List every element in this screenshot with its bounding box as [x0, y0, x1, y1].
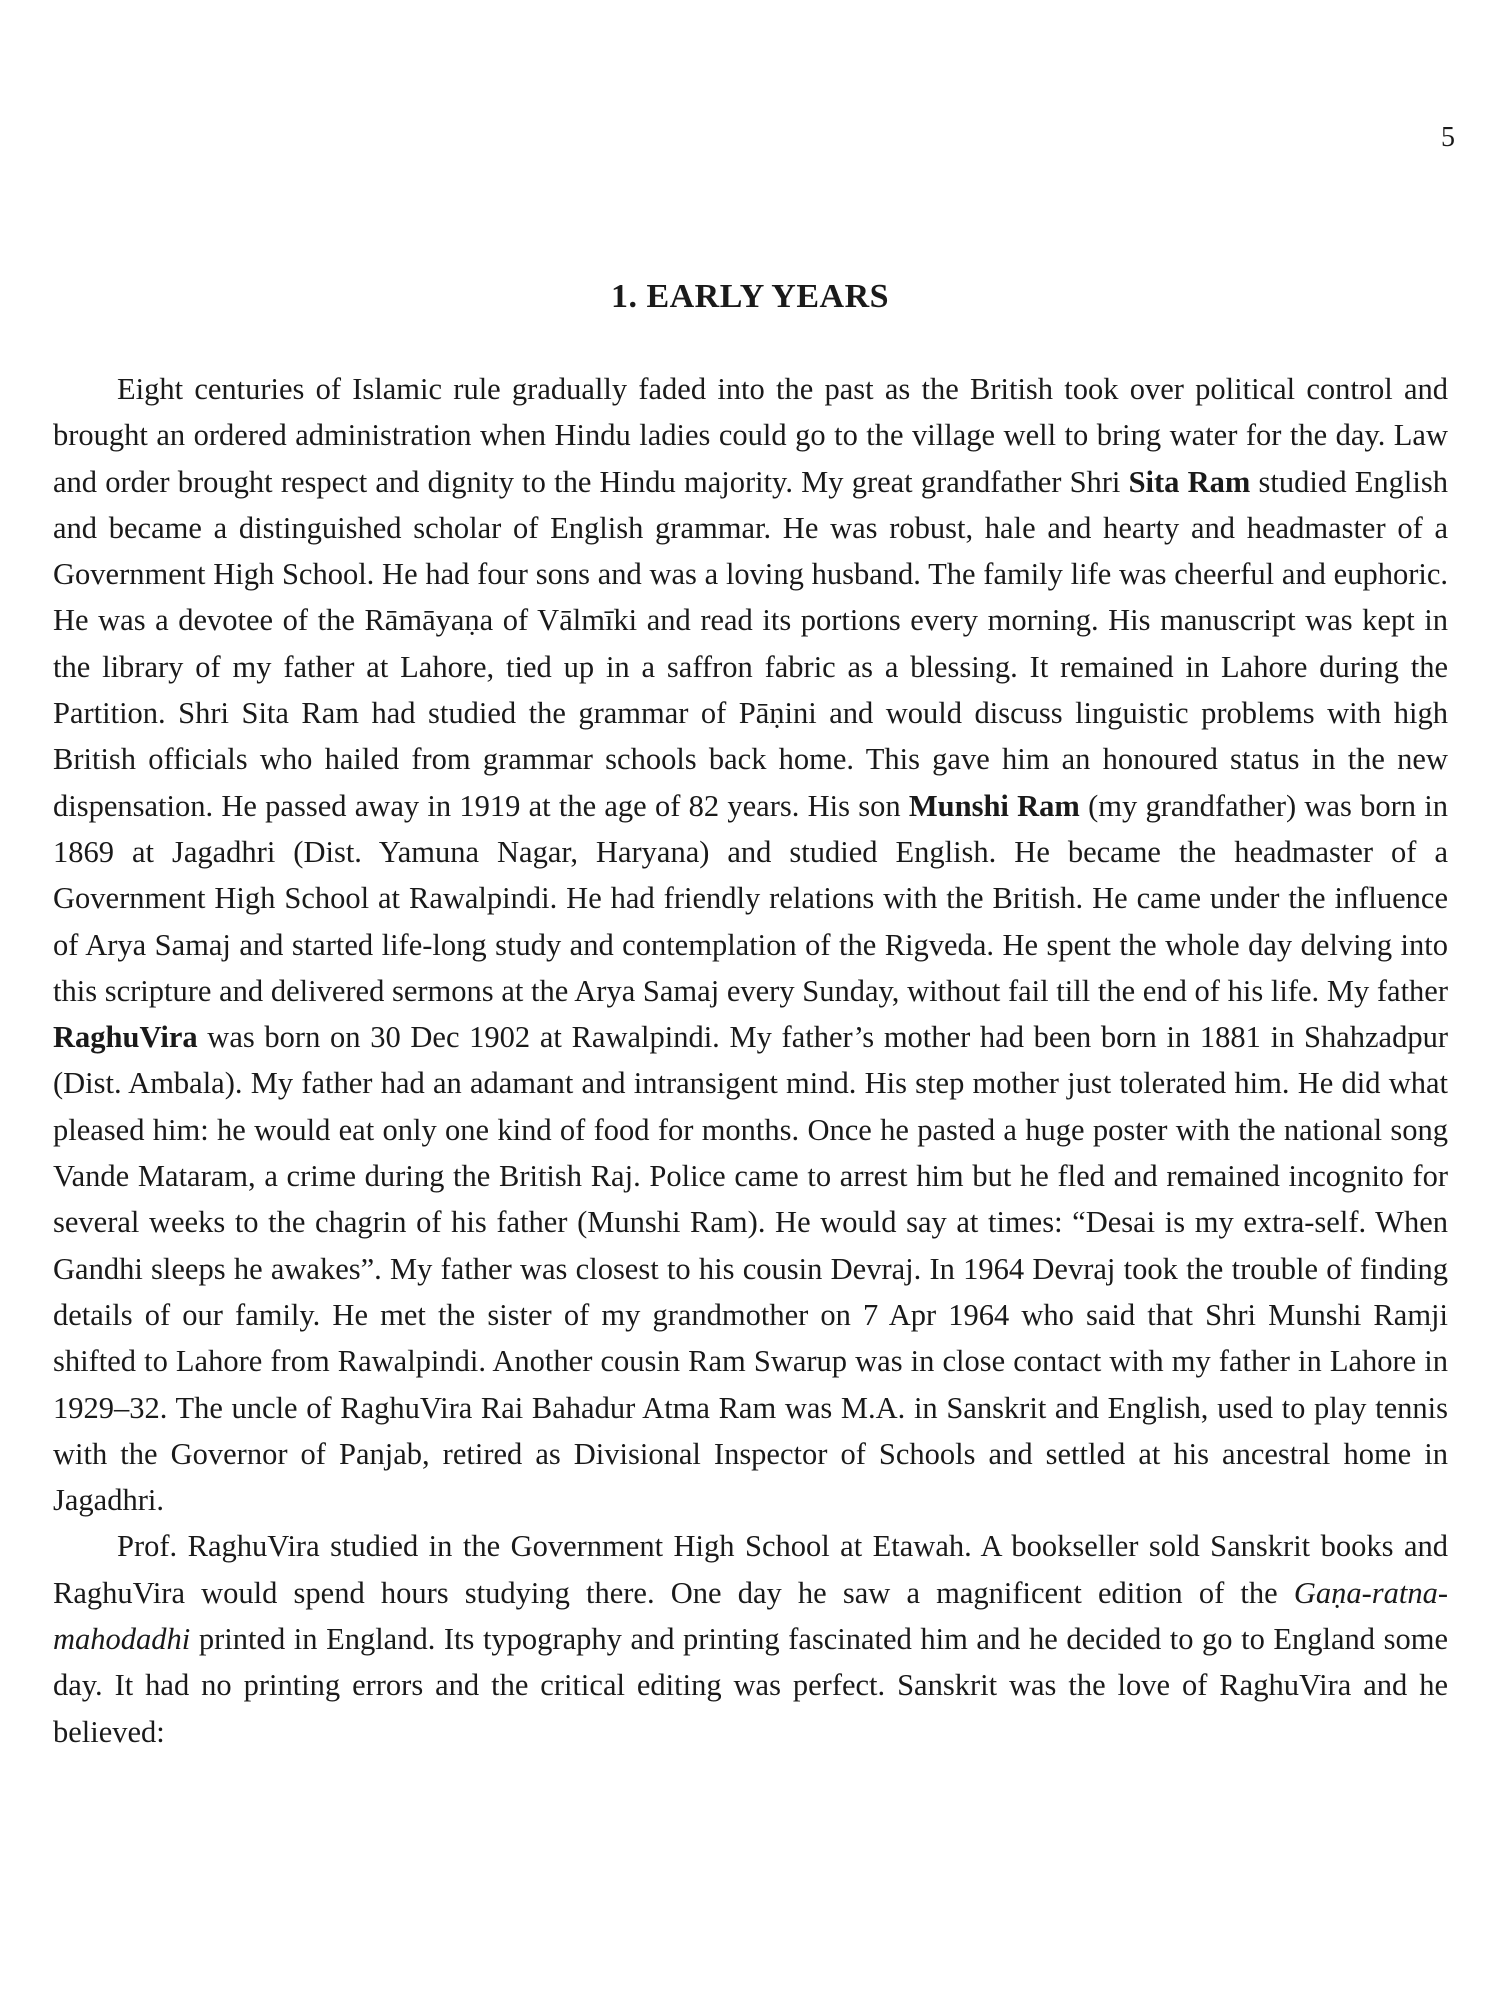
text-run: Eight centuries of Islamic rule gradually faded into the past as the British took over political control and brought an ordered administration when Hindu ladies could go to the village well to bring water for the day. Law and order brought respect and dignity to the Hindu majority. My great grandfather Shri [53, 372, 1448, 499]
text-run: was born on 30 Dec 1902 at Rawalpindi. My father’s mother had been born in 1881 in Shahzadpur (Dist. Ambala). My father had an adamant and intransigent mind. His step mother just tolerated him. He did what pleased him: he would eat only one kind of food for months. Once he pasted a huge poster with the national song Vande Mataram, a crime during the British Raj. Police came to arrest him but he fled and remained incognito for several weeks to the chagrin of his father (Munshi Ram). He would say at times: “Desai is my extra-self. When Gandhi sleeps he awakes”. My father was closest to his cousin Devraj. In 1964 Devraj took the trouble of finding details of our family. He met the sister of my grandmother on 7 Apr 1964 who said that Shri Munshi Ramji shifted to Lahore from Rawalpindi. Another cousin Ram Swarup was in close contact with my father in Lahore in 1929–32. The uncle of RaghuVira Rai Bahadur Atma Ram was M.A. in Sanskrit and English, used to play tennis with the Governor of Panjab, retired as Divisional Inspector of Schools and settled at his ancestral home in Jagadhri. [53, 1020, 1448, 1518]
name-sita-ram: Sita Ram [1128, 464, 1251, 499]
book-title: Gaṇa-ratna-mahodadhi [53, 1575, 1448, 1657]
text-run: printed in England. Its typography and printing fascinated him and he decided to go to England some day. It had no printing errors and the critical editing was perfect. Sanskrit was the love of RaghuVira and he believed: [53, 1622, 1448, 1749]
paragraph-2 [53, 1523, 1448, 1754]
body-text [53, 366, 1448, 1755]
text-run: (my grandfather) was born in 1869 at Jagadhri (Dist. Yamuna Nagar, Haryana) and studied English. He became the headmaster of a Government High School at Rawalpindi. He had friendly relations with the British. He came under the influence of Arya Samaj and started life-long study and contemplation of the Rigveda. He spent the whole day delving into this scripture and delivered sermons at the Arya Samaj every Sunday, without fail till the end of his life. My father [53, 788, 1449, 1008]
name-raghuvira: RaghuVira [53, 1020, 198, 1055]
chapter-title: 1. EARLY YEARS [610, 278, 890, 315]
text-run: Prof. RaghuVira studied in the Government High School at Etawah. A bookseller sold Sanskrit books and RaghuVira would spend hours studying there. One day he saw a magnificent edition of the [53, 1529, 1448, 1610]
text-run: studied English and became a distinguished scholar of English grammar. He was robust, hale and hearty and headmaster of a Government High School. He had four sons and was a loving husband. The family life was cheerful and euphoric. He was a devotee of the Rāmāyaṇa of Vālmīki and read its portions every morning. His manuscript was kept in the library of my father at Lahore, tied up in a saffron fabric as a blessing. It remained in Lahore during the Partition. Shri Sita Ram had studied the grammar of Pāṇini and would discuss linguistic problems with high British officials who hailed from grammar schools back home. This gave him an honoured status in the new dispensation. He passed away in 1919 at the age of 82 years. His son [53, 464, 1448, 823]
paragraph-1 [53, 366, 1448, 1523]
name-munshi-ram: Munshi Ram [908, 788, 1080, 823]
page-number: 5 [1441, 122, 1455, 153]
